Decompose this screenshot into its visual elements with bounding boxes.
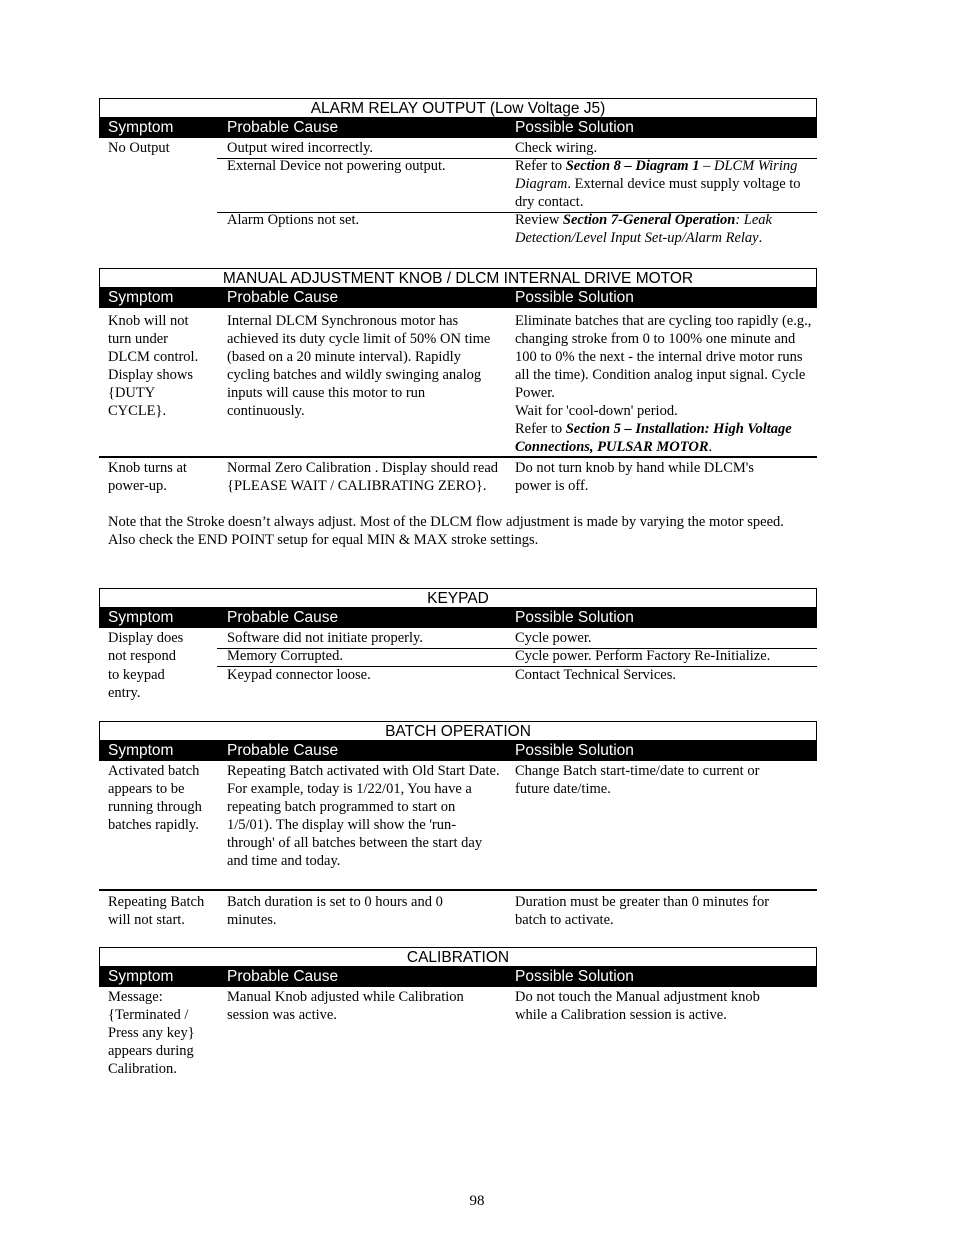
stroke-note: Note that the Stroke doesn’t always adjust. Most of the DLCM flow adjustment is made by varying the motor speed. Also check the END POINT setup for equal MIN & MAX stroke settings. <box>108 514 784 548</box>
calibration-header <box>99 967 817 987</box>
cause-cell: Output wired incorrectly. <box>227 140 374 156</box>
symptom-cell: Activated batch appears to be running through batches rapidly. <box>108 763 202 833</box>
cause-cell: External Device not powering output. <box>227 158 446 174</box>
keypad-table <box>99 588 817 708</box>
symptom-cell: Display does not respond to keypad entry. <box>108 630 184 701</box>
calibration-title: CALIBRATION <box>99 947 817 967</box>
symptom-cell: No Output <box>108 140 170 156</box>
alarm-relay-table <box>99 98 817 278</box>
header-cause: Probable Cause <box>227 968 339 985</box>
solution-cell: Refer to Section 8 – Diagram 1 – DLCM Wiring Diagram. External device must supply voltage to dry contact. <box>515 158 801 210</box>
header-symptom: Symptom <box>108 289 174 306</box>
cause-cell: Software did not initiate properly. <box>227 630 423 646</box>
cause-cell: Memory Corrupted. <box>227 648 343 664</box>
manual-knob-title: MANUAL ADJUSTMENT KNOB / DLCM INTERNAL DRIVE MOTOR <box>99 268 817 288</box>
alarm-relay-header <box>99 118 817 138</box>
table-row <box>99 138 817 278</box>
solution-cell: Cycle power. <box>515 630 592 646</box>
solution-cell: Do not touch the Manual adjustment knob while a Calibration session is active. <box>515 989 760 1023</box>
header-symptom: Symptom <box>108 609 174 626</box>
row-divider <box>99 889 817 891</box>
symptom-cell: Message: {Terminated / Press any key} appears during Calibration. <box>108 989 195 1077</box>
header-symptom: Symptom <box>108 742 174 759</box>
cause-cell: Repeating Batch activated with Old Start Date. For example, today is 1/22/01, You have a repeating batch programmed to start on 1/5/01). The display will show the 'run-through' of all batches between the start day and time and today. <box>227 763 500 869</box>
solution-cell: Eliminate batches that are cycling too rapidly (e.g., changing stroke from 0 to 100% one minute and 100 to 0% the next - the internal drive motor runs all the time). Condition analog input signal. Cycle Power. Wait for 'cool-down' period. Refer to Section 5 – Installation: High Voltage Connections, PULSAR MOTOR. <box>515 313 812 455</box>
header-cause: Probable Cause <box>227 119 339 136</box>
cause-cell: Keypad connector loose. <box>227 667 371 683</box>
alarm-relay-title: ALARM RELAY OUTPUT (Low Voltage J5) <box>99 98 817 118</box>
page-number: 98 <box>469 1193 485 1209</box>
header-solution: Possible Solution <box>515 609 634 626</box>
row-divider <box>99 456 817 458</box>
table-row <box>99 987 817 1087</box>
header-solution: Possible Solution <box>515 968 634 985</box>
header-solution: Possible Solution <box>515 289 634 306</box>
symptom-cell: Knob will not turn under DLCM control. Display shows {DUTY CYCLE}. <box>108 313 199 419</box>
header-cause: Probable Cause <box>227 742 339 759</box>
cause-cell: Internal DLCM Synchronous motor has achieved its duty cycle limit of 50% ON time (based on a 20 minute interval). Rapidly cycling batches and wildly swinging analog inputs will cause this motor to run continuously. <box>227 313 491 419</box>
header-cause: Probable Cause <box>227 609 339 626</box>
table-row <box>99 628 817 708</box>
table-row <box>99 761 817 931</box>
solution-cell: Check wiring. <box>515 140 598 156</box>
manual-knob-header <box>99 288 817 308</box>
symptom-cell: Repeating Batch will not start. <box>108 894 205 928</box>
cause-cell: Manual Knob adjusted while Calibration session was active. <box>227 989 464 1023</box>
symptom-cell: Knob turns at power-up. <box>108 460 187 494</box>
solution-cell: Review Section 7-General Operation: Leak Detection/Level Input Set-up/Alarm Relay. <box>515 212 772 246</box>
batch-operation-title: BATCH OPERATION <box>99 721 817 741</box>
solution-cell: Change Batch start-time/date to current or future date/time. <box>515 763 760 797</box>
keypad-title: KEYPAD <box>99 588 817 608</box>
header-symptom: Symptom <box>108 968 174 985</box>
header-symptom: Symptom <box>108 119 174 136</box>
keypad-header <box>99 608 817 628</box>
cause-cell: Batch duration is set to 0 hours and 0 minutes. <box>227 894 443 928</box>
header-cause: Probable Cause <box>227 289 339 306</box>
calibration-table <box>99 947 817 1087</box>
solution-cell: Cycle power. Perform Factory Re-Initialize. <box>515 648 771 664</box>
batch-operation-table <box>99 721 817 931</box>
manual-knob-table <box>99 268 817 494</box>
batch-operation-header <box>99 741 817 761</box>
table-row <box>99 308 817 494</box>
cause-cell: Alarm Options not set. <box>227 212 360 228</box>
solution-cell: Contact Technical Services. <box>515 667 676 683</box>
cause-cell: Normal Zero Calibration . Display should read {PLEASE WAIT / CALIBRATING ZERO}. <box>227 460 499 494</box>
header-solution: Possible Solution <box>515 742 634 759</box>
solution-cell: Duration must be greater than 0 minutes for batch to activate. <box>515 894 770 928</box>
solution-cell: Do not turn knob by hand while DLCM's power is off. <box>515 460 755 494</box>
header-solution: Possible Solution <box>515 119 634 136</box>
